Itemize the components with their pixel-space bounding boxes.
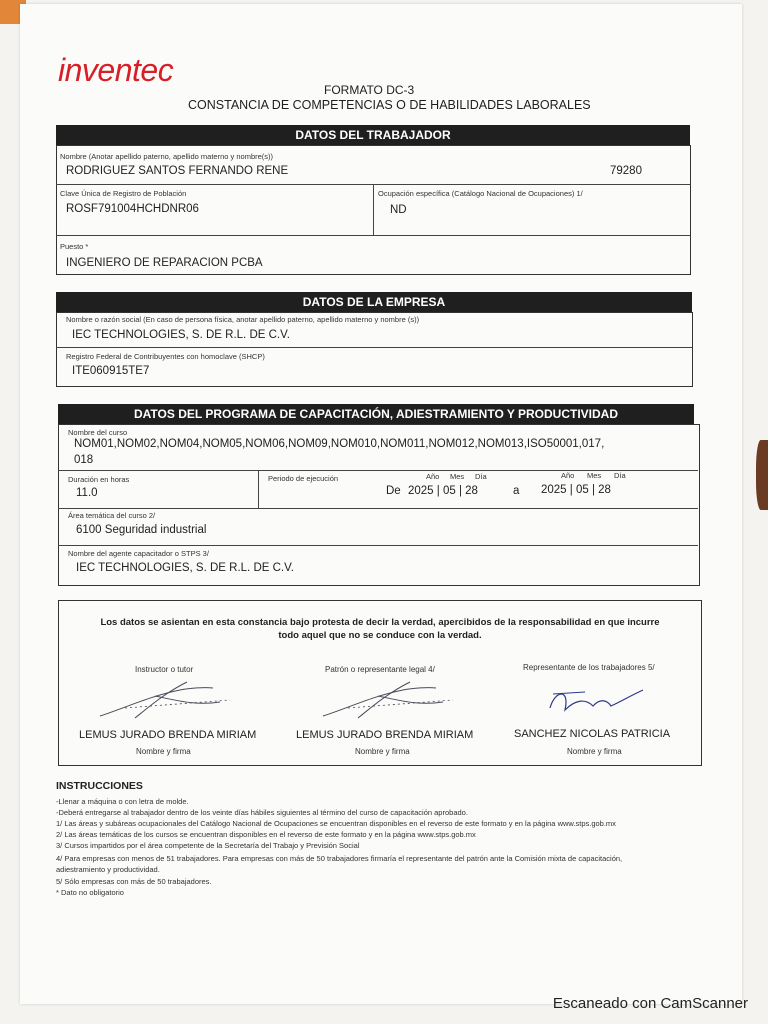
firma-caption-patron: Nombre y firma — [355, 747, 410, 756]
periodo-label: Periodo de ejecución — [268, 474, 339, 483]
firma-role-instructor: Instructor o tutor — [135, 665, 194, 674]
instruction-line: * Dato no obligatorio — [56, 888, 124, 897]
end-date: 2025 | 05 | 28 — [541, 484, 611, 496]
curp-value: ROSF791004HCHDNR06 — [66, 203, 199, 215]
start-month-label: Mes — [450, 472, 465, 481]
divider — [58, 470, 698, 471]
divider — [58, 545, 698, 546]
start-year-label: Año — [426, 472, 440, 481]
area-label: Área temática del curso 2/ — [68, 511, 156, 520]
curso-value: NOM01,NOM02,NOM04,NOM05,NOM06,NOM09,NOM010,NOM011,NOM012,NOM013,ISO50001,017, — [74, 438, 605, 450]
firma-name-representante: SANCHEZ NICOLAS PATRICIA — [514, 728, 671, 740]
instructions-title: INSTRUCCIONES — [56, 780, 143, 792]
signature-representante — [545, 680, 655, 720]
razon-label: Nombre o razón social (En caso de persona física, anotar apellido paterno, apellido materno y nombre (s)) — [66, 315, 420, 324]
divider — [56, 347, 692, 348]
rfc-value: ITE060915TE7 — [72, 365, 150, 377]
form-code-title: FORMATO DC-3 — [324, 83, 415, 97]
camscanner-watermark: Escaneado con CamScanner — [552, 995, 748, 1012]
divider — [258, 470, 259, 508]
start-day-label: Día — [475, 472, 487, 481]
declaration-line1: Los datos se asientan en esta constancia bajo protesta de decir la verdad, apercibidos de la responsabilidad en que incurre — [100, 617, 660, 628]
end-day-label: Día — [614, 471, 626, 480]
firma-name-patron: LEMUS JURADO BRENDA MIRIAM — [296, 729, 474, 741]
rfc-label: Registro Federal de Contribuyentes con homoclave (SHCP) — [66, 352, 265, 361]
nombre-label: Nombre (Anotar apellido paterno, apellido materno y nombre(s)) — [60, 152, 274, 161]
instruction-line: 4/ Para empresas con menos de 51 trabajadores. Para empresas con más de 50 trabajadores firmaría el representante del patrón ante la Comisión mixta de capacitación, — [56, 854, 623, 863]
signature-instructor — [95, 678, 235, 723]
start-date: 2025 | 05 | 28 — [408, 485, 478, 497]
ocupacion-value: ND — [390, 204, 407, 216]
ocupacion-label: Ocupación específica (Catálogo Nacional de Ocupaciones) 1/ — [378, 189, 583, 198]
puesto-label: Puesto * — [60, 242, 89, 251]
agente-value: IEC TECHNOLOGIES, S. DE R.L. DE C.V. — [76, 562, 294, 574]
end-year-label: Año — [561, 471, 575, 480]
curp-label: Clave Única de Registro de Población — [60, 189, 187, 198]
inventec-logo: inventec — [58, 52, 174, 88]
section-header-trabajador: DATOS DEL TRABAJADOR — [56, 125, 690, 145]
duracion-value: 11.0 — [76, 487, 98, 499]
curso-value-continued: 018 — [74, 454, 94, 466]
curso-label: Nombre del curso — [68, 428, 128, 437]
instruction-line: -Deberá entregarse al trabajador dentro de los veinte días hábiles siguientes al término del curso de capacitación aprobado. — [56, 808, 468, 817]
instruction-line: 3/ Cursos impartidos por el área competente de la Secretaría del Trabajo y Previsión Social — [56, 841, 360, 850]
instruction-line: adiestramiento y productividad. — [56, 865, 160, 874]
section-header-empresa: DATOS DE LA EMPRESA — [56, 292, 692, 312]
firma-caption-instructor: Nombre y firma — [136, 747, 191, 756]
scan-edge-artifact — [756, 440, 768, 510]
divider — [58, 508, 698, 509]
signature-patron — [318, 678, 458, 723]
de-label: De — [386, 485, 401, 497]
agente-label: Nombre del agente capacitador o STPS 3/ — [68, 549, 209, 558]
instruction-line: 1/ Las áreas y subáreas ocupacionales del Catálogo Nacional de Ocupaciones se encuentran disponibles en el reverso de este formato y en la página www.stps.gob.mx — [56, 819, 616, 828]
divider — [373, 184, 374, 235]
employee-number: 79280 — [610, 165, 642, 177]
firma-caption-representante: Nombre y firma — [567, 747, 622, 756]
instruction-line: -Llenar a máquina o con letra de molde. — [56, 797, 189, 806]
end-month-label: Mes — [587, 471, 602, 480]
firma-role-representante: Representante de los trabajadores 5/ — [523, 663, 655, 672]
puesto-value: INGENIERO DE REPARACION PCBA — [66, 257, 263, 269]
declaration-line2: todo aquel que no se conduce con la verdad. — [278, 630, 482, 641]
instruction-line: 2/ Las áreas temáticas de los cursos se encuentran disponibles en el reverso de este formato y en la página www.stps.gob.mx — [56, 830, 476, 839]
form-title: CONSTANCIA DE COMPETENCIAS O DE HABILIDADES LABORALES — [188, 98, 591, 112]
firma-role-patron: Patrón o representante legal 4/ — [325, 665, 435, 674]
a-label: a — [513, 485, 520, 497]
divider — [56, 235, 690, 236]
section-header-programa: DATOS DEL PROGRAMA DE CAPACITACIÓN, ADIESTRAMIENTO Y PRODUCTIVIDAD — [58, 404, 694, 424]
instruction-line: 5/ Sólo empresas con más de 50 trabajadores. — [56, 877, 212, 886]
nombre-value: RODRIGUEZ SANTOS FERNANDO RENE — [66, 165, 289, 177]
area-value: 6100 Seguridad industrial — [76, 524, 207, 536]
razon-value: IEC TECHNOLOGIES, S. DE R.L. DE C.V. — [72, 329, 290, 341]
duracion-label: Duración en horas — [68, 475, 130, 484]
firma-name-instructor: LEMUS JURADO BRENDA MIRIAM — [79, 729, 257, 741]
